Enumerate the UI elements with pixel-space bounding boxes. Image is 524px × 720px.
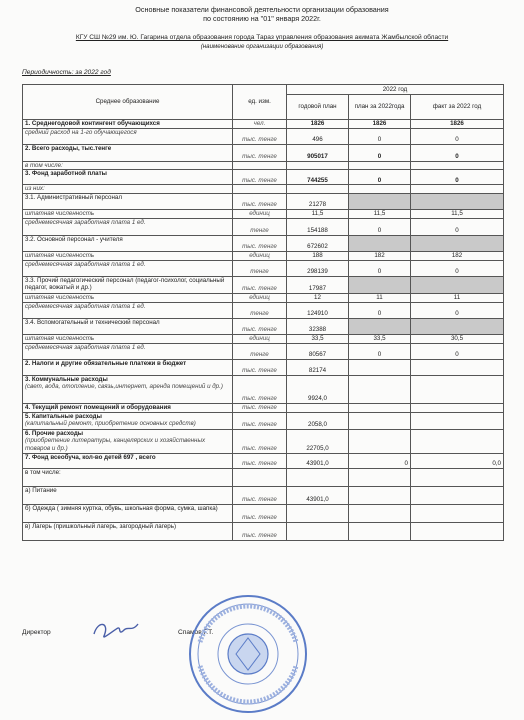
cell-plan: 9924,0 (287, 375, 349, 403)
cell-fact: 0 (411, 302, 504, 318)
row-unit (233, 185, 287, 194)
cell-plan-period: 182 (349, 251, 411, 260)
cell-fact (411, 522, 504, 540)
table-row (23, 144, 504, 161)
table-row (23, 429, 504, 453)
cell-plan-period: 33,5 (349, 334, 411, 343)
cell-fact (411, 359, 504, 375)
cell-fact (411, 318, 504, 334)
row-label: 4. Текущий ремонт помещений и оборудования (23, 403, 233, 412)
row-label: б) Одежда ( зимняя куртка, обувь, школьная форма, сумка, шапка) (23, 504, 233, 522)
cell-plan: 33,5 (287, 334, 349, 343)
cell-fact: 0 (411, 128, 504, 144)
row-unit: тыс. тенге (233, 235, 287, 251)
cell-plan-period (349, 468, 411, 486)
cell-plan-period: 0 (349, 144, 411, 161)
table-row (23, 412, 504, 429)
cell-plan-period (349, 276, 411, 293)
cell-fact (411, 403, 504, 412)
cell-plan: 21278 (287, 193, 349, 209)
cell-plan (287, 161, 349, 170)
cell-fact: 11 (411, 293, 504, 302)
cell-plan-period (349, 412, 411, 429)
row-unit: единиц (233, 251, 287, 260)
cell-plan: 496 (287, 128, 349, 144)
row-label: штатная численность (23, 293, 233, 302)
cell-plan: 43901,0 (287, 453, 349, 468)
financial-table (22, 84, 504, 541)
cell-plan-period (349, 522, 411, 540)
cell-fact: 11,5 (411, 209, 504, 218)
row-label: штатная численность (23, 251, 233, 260)
cell-fact (411, 429, 504, 453)
table-row (23, 522, 504, 540)
row-label: 3. Фонд заработной платы (23, 170, 233, 185)
cell-plan (287, 504, 349, 522)
row-unit: тыс. тенге (233, 429, 287, 453)
header-unit: ед. изм. (233, 85, 287, 120)
cell-fact: 0 (411, 343, 504, 359)
row-label: 3. Коммунальные расходы (свет, вода, отопление, связь,интернет, аренда помещений и др.) (23, 375, 233, 403)
cell-plan: 80567 (287, 343, 349, 359)
table-row (23, 251, 504, 260)
row-unit: единиц (233, 209, 287, 218)
cell-plan-period (349, 504, 411, 522)
cell-plan-period (349, 318, 411, 334)
cell-fact: 0,0 (411, 453, 504, 468)
cell-fact: 0 (411, 218, 504, 235)
table-row (23, 403, 504, 412)
row-label: штатная численность (23, 209, 233, 218)
table-row (23, 170, 504, 185)
row-unit (233, 468, 287, 486)
cell-plan-period: 11 (349, 293, 411, 302)
cell-plan: 12 (287, 293, 349, 302)
table-row (23, 260, 504, 276)
row-unit: тыс. тенге (233, 486, 287, 504)
cell-plan-period: 0 (349, 218, 411, 235)
row-label: 7. Фонд всеобуча, кол-во детей 697 , всего (23, 453, 233, 468)
row-unit: тыс. тенге (233, 170, 287, 185)
row-unit: единиц (233, 334, 287, 343)
table-row (23, 235, 504, 251)
cell-plan (287, 185, 349, 194)
table-row (23, 209, 504, 218)
header-annual-plan: годовой план (287, 95, 349, 120)
cell-fact: 182 (411, 251, 504, 260)
table-row (23, 504, 504, 522)
document-title: Основные показатели финансовой деятельности организации образования (135, 5, 389, 14)
row-unit: тыс. тенге (233, 522, 287, 540)
row-label: в том числе: (23, 161, 233, 170)
table-row (23, 468, 504, 486)
row-label: в том числе: (23, 468, 233, 486)
table-row (23, 375, 504, 403)
cell-plan-period: 0 (349, 343, 411, 359)
cell-plan-period (349, 193, 411, 209)
table-row (23, 120, 504, 129)
row-label: средний расход на 1-го обучающегося (23, 128, 233, 144)
cell-plan: 43901,0 (287, 486, 349, 504)
row-unit: тыс. тенге (233, 128, 287, 144)
row-label: а) Питание (23, 486, 233, 504)
row-sublabel: (капитальный ремонт, приобретение основных средств) (25, 420, 196, 428)
organization-name: КГУ СШ №29 им. Ю. Гагарина отдела образования города Тараз управления образования акимата Жамбылской области (75, 34, 449, 41)
row-label: 2. Налоги и другие обязательные платежи в бюджет (23, 359, 233, 375)
row-label: 1. Среднегодовой контингент обучающихся (23, 120, 233, 129)
cell-fact (411, 276, 504, 293)
cell-plan-period (349, 429, 411, 453)
row-unit: тыс. тенге (233, 359, 287, 375)
row-label: 3.1. Административный персонал (23, 193, 233, 209)
cell-plan: 905017 (287, 144, 349, 161)
table-row (23, 276, 504, 293)
director-label: Директор (22, 629, 51, 636)
row-unit: тенге (233, 218, 287, 235)
table-row (23, 161, 504, 170)
cell-plan (287, 522, 349, 540)
table-row (23, 359, 504, 375)
cell-plan: 32388 (287, 318, 349, 334)
row-label: штатная численность (23, 334, 233, 343)
cell-fact (411, 161, 504, 170)
table-row (23, 453, 504, 468)
document-date: по состоянию на "01" января 2022г. (203, 14, 321, 23)
cell-plan-period (349, 185, 411, 194)
cell-plan-period: 11,5 (349, 209, 411, 218)
cell-plan: 124910 (287, 302, 349, 318)
row-unit: единиц (233, 293, 287, 302)
row-unit: тенге (233, 302, 287, 318)
row-unit: тыс. тенге (233, 276, 287, 293)
cell-plan: 82174 (287, 359, 349, 375)
periodicity: Периодичность: за 2022 год (22, 69, 111, 76)
cell-fact (411, 185, 504, 194)
cell-fact (411, 468, 504, 486)
header-period-plan: план за 2022года (349, 95, 411, 120)
cell-plan-period (349, 486, 411, 504)
cell-plan-period (349, 235, 411, 251)
cell-plan-period: 0 (349, 453, 411, 468)
official-stamp-image (186, 592, 310, 716)
cell-plan: 298139 (287, 260, 349, 276)
row-unit: тыс. тенге (233, 193, 287, 209)
row-unit: тыс. тенге (233, 403, 287, 412)
row-label: 3.4. Вспомогательный и технический персонал (23, 318, 233, 334)
table-row (23, 343, 504, 359)
cell-fact (411, 375, 504, 403)
cell-fact (411, 412, 504, 429)
row-sublabel: (свет, вода, отопление, связь,интернет, аренда помещений и др.) (25, 383, 223, 391)
table-row (23, 185, 504, 194)
row-unit (233, 161, 287, 170)
cell-fact (411, 193, 504, 209)
cell-fact: 0 (411, 144, 504, 161)
row-label: среднемесячная заработная плата 1 ед. (23, 218, 233, 235)
header-year: 2022 год (287, 85, 504, 95)
cell-plan: 2058,0 (287, 412, 349, 429)
cell-fact: 0 (411, 260, 504, 276)
cell-plan-period (349, 161, 411, 170)
cell-plan: 1826 (287, 120, 349, 129)
row-label: 3.2. Основной персонал - учителя (23, 235, 233, 251)
cell-fact: 30,5 (411, 334, 504, 343)
row-label: в) Лагерь (пришкольный лагерь, загородный лагерь) (23, 522, 233, 540)
cell-fact (411, 235, 504, 251)
row-label: 6. Прочие расходы (приобретение литературы, канцелярских и хозяйственных товаров и др.) (23, 429, 233, 453)
director-name: Спамов Г.Т. (178, 629, 214, 636)
signature-image (88, 616, 148, 644)
cell-plan (287, 468, 349, 486)
row-label: 2. Всего расходы, тыс.тенге (23, 144, 233, 161)
cell-fact: 1826 (411, 120, 504, 129)
cell-plan-period: 0 (349, 170, 411, 185)
table-row (23, 318, 504, 334)
cell-plan: 672602 (287, 235, 349, 251)
cell-fact: 0 (411, 170, 504, 185)
table-row (23, 293, 504, 302)
table-row (23, 302, 504, 318)
table-row (23, 128, 504, 144)
cell-plan-period (349, 359, 411, 375)
row-unit: тыс. тенге (233, 144, 287, 161)
cell-plan-period: 0 (349, 128, 411, 144)
header-fact: факт за 2022 год (411, 95, 504, 120)
cell-plan: 188 (287, 251, 349, 260)
row-label: 5. Капитальные расходы (капитальный ремонт, приобретение основных средств) (23, 412, 233, 429)
row-unit: тыс. тенге (233, 318, 287, 334)
cell-plan: 11,5 (287, 209, 349, 218)
row-unit: тыс. тенге (233, 375, 287, 403)
cell-plan: 744255 (287, 170, 349, 185)
header-level: Среднее образование (23, 85, 233, 120)
cell-fact (411, 486, 504, 504)
row-label: среднемесячная заработная плата 1 ед. (23, 260, 233, 276)
cell-plan: 17987 (287, 276, 349, 293)
cell-plan: 22705,0 (287, 429, 349, 453)
cell-plan-period: 0 (349, 302, 411, 318)
row-label: среднемесячная заработная плата 1 ед. (23, 302, 233, 318)
row-unit: тенге (233, 260, 287, 276)
cell-fact (411, 504, 504, 522)
table-row (23, 486, 504, 504)
row-unit: тыс. тенге (233, 453, 287, 468)
row-sublabel: (приобретение литературы, канцелярских и хозяйственных товаров и др.) (25, 437, 206, 452)
row-unit: чел. (233, 120, 287, 129)
cell-plan (287, 403, 349, 412)
table-row (23, 193, 504, 209)
cell-plan-period (349, 375, 411, 403)
cell-plan: 154188 (287, 218, 349, 235)
organization-caption: (наименование организации образования) (200, 43, 324, 50)
row-label: 3.3. Прочий педагогический персонал (педагог-психолог, социальный педагог, вожатый и др.) (23, 276, 233, 293)
cell-plan-period (349, 403, 411, 412)
cell-plan-period: 0 (349, 260, 411, 276)
row-label: из них: (23, 185, 233, 194)
table-row (23, 218, 504, 235)
row-unit: тенге (233, 343, 287, 359)
cell-plan-period: 1826 (349, 120, 411, 129)
table-row (23, 334, 504, 343)
row-unit: тыс. тенге (233, 412, 287, 429)
row-label: среднемесячная заработная плата 1 ед. (23, 343, 233, 359)
row-unit: тыс. тенге (233, 504, 287, 522)
